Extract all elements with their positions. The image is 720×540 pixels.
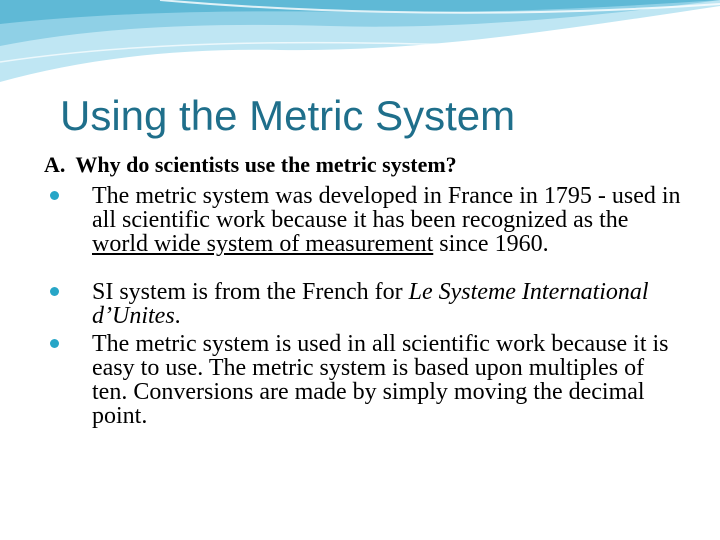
bullet-item xyxy=(44,332,684,428)
slide-content xyxy=(44,152,684,428)
bullet-underlined-text: world wide system of measurement xyxy=(92,231,434,257)
bullet-dot-icon xyxy=(50,191,59,200)
bullet-text: The metric system is used in all scientific work because it is easy to use. The metric system is based upon multiples of ten. Conversions are made by simply moving the decimal point. xyxy=(92,331,669,429)
bullet-dot-icon xyxy=(50,287,59,296)
bullet-text-end: . xyxy=(174,303,181,329)
subheading xyxy=(44,152,684,178)
bullet-text: The metric system was developed in France in 1795 - used in all scientific work because it has been recognized as the xyxy=(92,183,681,233)
bullet-text-end: since 1960. xyxy=(433,231,549,257)
subheading-marker: A. xyxy=(44,152,66,177)
bullet-text: SI system is from the French for xyxy=(92,279,409,305)
subheading-text: Why do scientists use the metric system? xyxy=(75,152,457,177)
bullet-dot-icon xyxy=(50,339,59,348)
slide-title: Using the Metric System xyxy=(60,92,516,139)
bullet-italic-text: Le Systeme International d’Unites xyxy=(92,279,649,329)
bullet-item xyxy=(44,280,684,328)
bullet-list xyxy=(44,184,684,428)
decorative-wave xyxy=(0,0,720,90)
bullet-item xyxy=(44,184,684,256)
